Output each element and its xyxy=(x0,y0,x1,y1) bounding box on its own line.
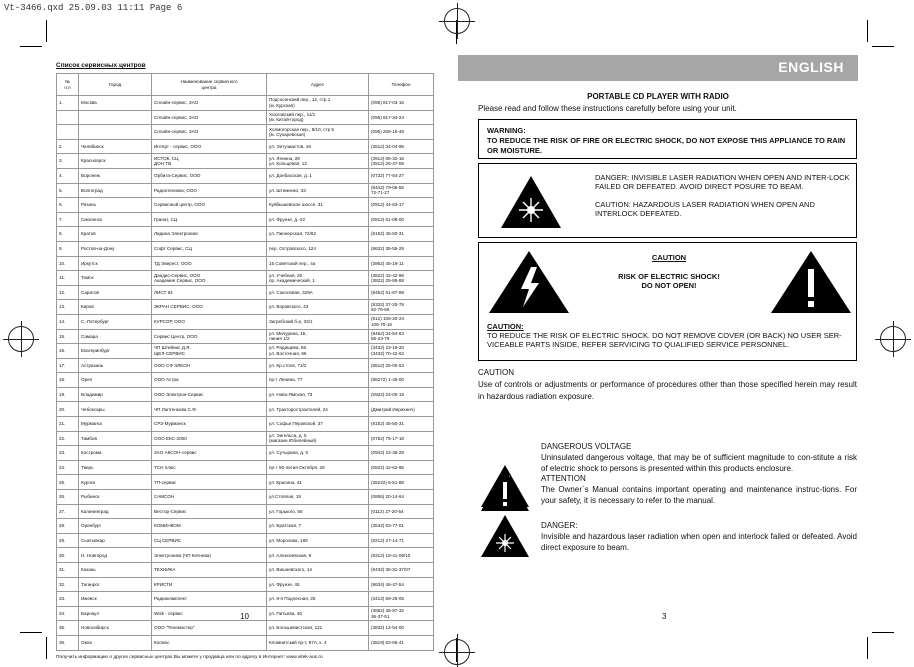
row-address: ул.Стоялая, 19 xyxy=(267,490,369,505)
row-center-name: ООО Электрон-Сервис xyxy=(152,387,267,402)
danger-heading: DANGER: xyxy=(541,521,578,530)
row-address: ул. Воровского, 43 xyxy=(267,300,369,315)
row-phone: (3819) 53-66-41 xyxy=(369,635,434,650)
row-phone: (35222) 5-51-88 xyxy=(369,475,434,490)
table-row xyxy=(57,198,434,213)
table-row xyxy=(57,358,434,373)
row-center-name: ЧП Лаптенкова С.Ф. xyxy=(152,402,267,417)
dangerous-voltage-block xyxy=(541,441,857,474)
table-row xyxy=(57,402,434,417)
row-address: Кломнитский пр-т, 97А, к. 4 xyxy=(267,635,369,650)
row-city: Оренбург xyxy=(79,519,152,534)
row-number: 23. xyxy=(57,446,79,461)
row-address: ул. Пионерская, 72/62 xyxy=(267,227,369,242)
row-center-name: ООО "Телемастер" xyxy=(152,621,267,636)
row-city: Астрахань xyxy=(79,358,152,373)
table-header-row xyxy=(57,74,434,96)
table-row xyxy=(57,241,434,256)
row-phone: (812) 106-20-24 106-70-15 xyxy=(369,314,434,329)
row-city: Тамбов xyxy=(79,431,152,446)
row-city: Рыбинск xyxy=(79,490,152,505)
row-number: 4. xyxy=(57,168,79,183)
row-phone: (8432) 36-31-37/07 xyxy=(369,563,434,578)
registration-mark xyxy=(444,8,470,34)
row-city: С.-Петербург xyxy=(79,314,152,329)
row-phone: (8512) 26-00-53 xyxy=(369,358,434,373)
attention-block xyxy=(541,473,857,506)
row-city: Красноярск xyxy=(79,154,152,169)
row-center-name: ООО СФ ЭЛЕОН xyxy=(152,358,267,373)
row-city: Кострома xyxy=(79,446,152,461)
row-phone: (8152) 45-50-31 xyxy=(369,417,434,432)
row-address: ул. Сутырина, д. 5 xyxy=(267,446,369,461)
row-phone: (3912) 65-32-16 (3912) 26-47-09 xyxy=(369,154,434,169)
table-row xyxy=(57,635,434,650)
row-city xyxy=(79,125,152,140)
table-row xyxy=(57,212,434,227)
laser-caution-text: CAUTION: HAZARDOUS LASER RADIATION WHEN OPEN AND INTERLOCK DEFEATED. xyxy=(595,200,815,218)
row-center-name: Дандис-Сервис, ООО Академия Сервис, ООО xyxy=(152,271,267,286)
row-address: ул. Питьева, 46 xyxy=(267,606,369,621)
row-center-name: КУРСОР, ООО xyxy=(152,314,267,329)
row-address: ул. Энгельса, д. 5 (магазин Юбилейный) xyxy=(267,431,369,446)
row-center-name: Сплайн-сервис, ЗАО xyxy=(152,110,267,125)
row-address: ул. Ленина, 28 ул. Кольцевая, 12 xyxy=(267,154,369,169)
attention-heading: ATTENTION xyxy=(541,474,586,483)
row-phone: (3832) 12-54-00 xyxy=(369,621,434,636)
row-phone: (095) 208-16-49 xyxy=(369,125,434,140)
row-number: 36. xyxy=(57,635,79,650)
table-row xyxy=(57,139,434,154)
row-address: ул. Штеменко, 33 xyxy=(267,183,369,198)
row-address: ул. Фрунзе, 45 xyxy=(267,577,369,592)
row-number: 33. xyxy=(57,592,79,607)
row-number: 10. xyxy=(57,256,79,271)
row-address: 15 Советский пер., 4а xyxy=(267,256,369,271)
row-address: ул. Донбасская, д. 1 xyxy=(267,168,369,183)
row-number: 28. xyxy=(57,519,79,534)
row-center-name: Радиокомплект xyxy=(152,592,267,607)
row-address: ул. Учебная, 26 пр. Академический, 1 xyxy=(267,271,369,286)
registration-mark xyxy=(8,326,34,352)
service-centers-page xyxy=(56,62,433,660)
row-center-name: Лидина Электроникс xyxy=(152,227,267,242)
row-address: Куйбышевское шоссе, 31 xyxy=(267,198,369,213)
caution-label: CAUTION xyxy=(478,368,514,377)
row-center-name: Интерт - сервис, ООО xyxy=(152,139,267,154)
warning-text: TO REDUCE THE RISK OF FIRE OR ELECTRIC SHOCK, DO NOT EXPOSE THIS APPLIANCE TO RAIN OR MOISTURE. xyxy=(487,136,846,155)
row-number: 2. xyxy=(57,139,79,154)
row-center-name: ЧП Штейнис Д.Я. ЩЕЛ-СЕРВИС xyxy=(152,344,267,359)
row-phone: (8462) 34-54-63 56-23-79 xyxy=(369,329,434,344)
row-city: Челябинск xyxy=(79,139,152,154)
row-phone: (0942) 22-36-28 xyxy=(369,446,434,461)
row-city: Таганрог xyxy=(79,577,152,592)
row-address: ул. Тракторостроителей, 24 xyxy=(267,402,369,417)
warning-box xyxy=(478,119,857,159)
row-phone: (3512) 34-04-95 xyxy=(369,139,434,154)
row-phone: (3822) 42-42-96 (3822) 25-85-88 xyxy=(369,271,434,286)
table-row xyxy=(57,577,434,592)
table-row xyxy=(57,504,434,519)
row-number: 30. xyxy=(57,548,79,563)
row-phone: (0855) 20-14-64 xyxy=(369,490,434,505)
intro-text: Please read and follow these instructions carefully before using your unit. xyxy=(478,104,737,113)
row-city: Самара xyxy=(79,329,152,344)
row-phone: (3412) 59-26-05 xyxy=(369,592,434,607)
row-number: 3. xyxy=(57,154,79,169)
row-center-name: СЦ СЕРВИС xyxy=(152,533,267,548)
table-row xyxy=(57,373,434,388)
row-phone: (095) 917-03-16 xyxy=(369,96,434,111)
crop-mark xyxy=(872,46,894,47)
row-number: 19. xyxy=(57,387,79,402)
table-row xyxy=(57,256,434,271)
row-address: ул. Энтузиастов, 16 xyxy=(267,139,369,154)
row-number: 32. xyxy=(57,577,79,592)
row-center-name: Wisk - сервис xyxy=(152,606,267,621)
row-number: 22. xyxy=(57,431,79,446)
row-center-name: ТД Эверест, ООО xyxy=(152,256,267,271)
row-city: Волгоград xyxy=(79,183,152,198)
row-center-name: Сервис Центр, ООО xyxy=(152,329,267,344)
table-row xyxy=(57,168,434,183)
row-center-name: ТСН плюс xyxy=(152,460,267,475)
row-city: Тверь xyxy=(79,460,152,475)
service-centers-title: Список сервисных центров xyxy=(56,62,146,69)
registration-mark xyxy=(880,326,906,352)
row-number: 21. xyxy=(57,417,79,432)
row-phone: (8212) 27-14-71 xyxy=(369,533,434,548)
row-phone: (0752) 75-17-18 xyxy=(369,431,434,446)
row-city: Калининград xyxy=(79,504,152,519)
row-city: Иркутск xyxy=(79,256,152,271)
table-row xyxy=(57,387,434,402)
row-city: Ижевск xyxy=(79,592,152,607)
row-address: ул. Мичурина, 15, линия 1/2 xyxy=(267,329,369,344)
page-number-left: 10 xyxy=(240,612,249,621)
crop-mark xyxy=(46,20,47,42)
row-number: 29. xyxy=(57,533,79,548)
row-number: 25. xyxy=(57,475,79,490)
dangerous-voltage-heading: DANGEROUS VOLTAGE xyxy=(541,442,632,451)
table-row xyxy=(57,96,434,111)
row-number: 26. xyxy=(57,490,79,505)
row-number: 16. xyxy=(57,344,79,359)
row-city: Киров xyxy=(79,300,152,315)
crop-mark xyxy=(46,637,47,659)
row-city: Сыктывкар xyxy=(79,533,152,548)
row-address: ул. Горького, 56 xyxy=(267,504,369,519)
header-phone: Телефон xyxy=(369,74,434,96)
row-address: ул. Радищева, 66 ул. Восточная, 66 xyxy=(267,344,369,359)
row-address: пр-т 50-летия Октября, 26 xyxy=(267,460,369,475)
row-center-name: Сервисный центр, ООО xyxy=(152,198,267,213)
row-number xyxy=(57,110,79,125)
row-address: ул. Софьи Перовской, 37 xyxy=(267,417,369,432)
table-row xyxy=(57,417,434,432)
row-address: ул. 9-я Подлесная, 25 xyxy=(267,592,369,607)
row-city: Казань xyxy=(79,563,152,578)
row-number: 18. xyxy=(57,373,79,388)
table-row xyxy=(57,490,434,505)
row-phone: (3952) 45-19-11 xyxy=(369,256,434,271)
row-phone: (095) 917-34-24 xyxy=(369,110,434,125)
service-centers-table xyxy=(56,73,434,651)
row-phone: (8442) 79-05-56 72-71-27 xyxy=(369,183,434,198)
row-address: ул. Алексеевская, 9 xyxy=(267,548,369,563)
row-number xyxy=(57,125,79,140)
row-city: Владимир xyxy=(79,387,152,402)
row-city: Екатеринбург xyxy=(79,344,152,359)
header-center-name: Наименование сервисного центра xyxy=(152,74,267,96)
row-center-name: Космос xyxy=(152,635,267,650)
row-center-name: Вестор-Сервис xyxy=(152,504,267,519)
caution-box-label: CAUTION: xyxy=(487,322,524,331)
language-banner xyxy=(458,55,858,81)
row-center-name: КОМИНКОМ xyxy=(152,519,267,534)
exclamation-warning-icon xyxy=(769,249,853,315)
row-center-name: КРИСТИ xyxy=(152,577,267,592)
row-phone: (3532) 63-77-01 xyxy=(369,519,434,534)
row-center-name: Сплайн-сервис, ЗАО xyxy=(152,125,267,140)
row-city: Москва xyxy=(79,96,152,111)
table-row xyxy=(57,125,434,140)
row-number: 31. xyxy=(57,563,79,578)
row-center-name: САМСОН xyxy=(152,490,267,505)
row-center-name: ООО Астра xyxy=(152,373,267,388)
row-center-name: Сплайн-сервис, ЗАО xyxy=(152,96,267,111)
caution-box-subtitle-2: DO NOT OPEN! xyxy=(641,281,697,290)
crop-mark xyxy=(867,637,868,659)
warning-label: WARNING: xyxy=(487,126,526,135)
table-row xyxy=(57,431,434,446)
row-city: Мурманск xyxy=(79,417,152,432)
row-address: Подсосенский пер., 12, стр.1 (м. Курская) xyxy=(267,96,369,111)
row-phone: (0922) 24-00-19 xyxy=(369,387,434,402)
page-number-right: 3 xyxy=(662,612,667,621)
table-row xyxy=(57,592,434,607)
row-number: 27. xyxy=(57,504,79,519)
row-phone: (0732) 77-64-27 xyxy=(369,168,434,183)
row-city: Рязань xyxy=(79,198,152,213)
banner-text: ENGLISH xyxy=(778,59,844,75)
row-city: Воронеж xyxy=(79,168,152,183)
row-number: 34. xyxy=(57,606,79,621)
service-centers-body xyxy=(57,96,434,651)
row-address: пер. Островского, 124 xyxy=(267,241,369,256)
header-address: Адрес xyxy=(267,74,369,96)
attention-text: The Owner`s Manual contains important operating and maintenance instruc-tions. For your safety, it is necessary to refer to the manual. xyxy=(541,485,857,505)
row-phone: (8152) 45-50-31 xyxy=(369,227,434,242)
header-number: № п.п xyxy=(57,74,79,96)
header-city: Город xyxy=(79,74,152,96)
table-row xyxy=(57,475,434,490)
row-center-name: Радиотехника, ООО xyxy=(152,183,267,198)
row-city: Саратов xyxy=(79,285,152,300)
row-center-name: ЗАО АКСОН-сервис xyxy=(152,446,267,461)
dangerous-voltage-text: Uninsulated dangerous voltage, that may be of sufficient magnitude to con-stitute a risk of electric shock to persons is presented within this products enclosure. xyxy=(541,453,857,473)
caution-text: Use of controls or adjustments or performance of procedures other than those specified herein may result in hazardous radiation exposure. xyxy=(478,380,857,401)
row-phone: (8312) 19-41-09/10 xyxy=(369,548,434,563)
crop-mark xyxy=(872,632,894,633)
row-phone: (0812) 61-08-00 xyxy=(369,212,434,227)
table-row xyxy=(57,271,434,286)
caution-box-subtitle-1: RISK OF ELECTRIC SHOCK! xyxy=(618,272,720,281)
row-number: 17. xyxy=(57,358,79,373)
crop-mark xyxy=(20,46,42,47)
row-phone: (8632) 35-55-29 xyxy=(369,241,434,256)
laser-warning-icon xyxy=(499,174,563,230)
row-number: 24. xyxy=(57,460,79,475)
row-phone: (8634) 46-47-54 xyxy=(369,577,434,592)
table-row xyxy=(57,460,434,475)
row-center-name: ТЕХНИКА xyxy=(152,563,267,578)
caution-box-text: TO REDUCE THE RISK OF ELECTRIC SHOCK. DO NOT REMOVE COVER (OR BACK) NO USER SER-VICEABLE PARTS INSIDE, REFER SERVICING TO QUALIFIED SERVICE PERSONNEL. xyxy=(487,331,842,349)
row-number: 12. xyxy=(57,285,79,300)
row-city: Новосибирск xyxy=(79,621,152,636)
row-center-name: СРЗ-Мурманск xyxy=(152,417,267,432)
row-number: 9. xyxy=(57,241,79,256)
row-address: Холмогорская пер., 8/10, стр 5 (м. Сухаревская) xyxy=(267,125,369,140)
row-city: Барнаул xyxy=(79,606,152,621)
row-city: Томск xyxy=(79,271,152,286)
row-address: пр-т Ленина, 77 xyxy=(267,373,369,388)
table-row xyxy=(57,227,434,242)
row-address: ул. Ново-Ямская, 73 xyxy=(267,387,369,402)
row-number: 20. xyxy=(57,402,79,417)
table-row xyxy=(57,446,434,461)
row-number: 13. xyxy=(57,300,79,315)
row-city: Кратов xyxy=(79,227,152,242)
row-center-name: ИСТОК, СЦ ДОН ТВ xyxy=(152,154,267,169)
danger-block xyxy=(541,520,857,553)
row-phone: (3432) 23-19-20 (3432) 70-42-63 xyxy=(369,344,434,359)
row-address: Хохловский пер., 11/1 (м. Китай-город) xyxy=(267,110,369,125)
row-phone: (8452) 51-67-99 xyxy=(369,285,434,300)
table-row xyxy=(57,563,434,578)
row-phone: (0112) 27-20-54 xyxy=(369,504,434,519)
row-city: Омск xyxy=(79,635,152,650)
table-row xyxy=(57,285,434,300)
row-address: Загребский б-р, 33/1 xyxy=(267,314,369,329)
table-row xyxy=(57,314,434,329)
row-phone: (86272) 1-45-00 xyxy=(369,373,434,388)
laser-icon xyxy=(480,514,530,558)
row-number: 7. xyxy=(57,212,79,227)
row-center-name: Софт Сервис, СЦ xyxy=(152,241,267,256)
row-phone: (0912) 44-63-17 xyxy=(369,198,434,213)
row-center-name: Гранат, СЦ xyxy=(152,212,267,227)
table-row xyxy=(57,519,434,534)
caution-box-title: CAUTION xyxy=(651,253,687,262)
row-center-name: Электроника (ЧП Кочнева) xyxy=(152,548,267,563)
row-number: 14. xyxy=(57,314,79,329)
row-center-name: ЭКРАН СЕРВИС, ООО xyxy=(152,300,267,315)
row-address: ул. Большевистская, 121 xyxy=(267,621,369,636)
table-row xyxy=(57,533,434,548)
row-number: 1. xyxy=(57,96,79,111)
row-address: ул. Морозова, 169 xyxy=(267,533,369,548)
table-row xyxy=(57,110,434,125)
row-address: ул. Братская, 7 xyxy=(267,519,369,534)
product-title: PORTABLE CD PLAYER WITH RADIO xyxy=(587,92,729,101)
table-row xyxy=(57,154,434,169)
row-center-name: ТП-сервис xyxy=(152,475,267,490)
row-number: 11. xyxy=(57,271,79,286)
row-phone: (Дмитрий Иерихнич) xyxy=(369,402,434,417)
row-center-name: ЛИСТ 64 xyxy=(152,285,267,300)
table-row xyxy=(57,183,434,198)
row-address: ул. Кр.столе, 72/2 xyxy=(267,358,369,373)
row-city: Орел xyxy=(79,373,152,388)
row-city xyxy=(79,110,152,125)
row-city: Н. Новгород xyxy=(79,548,152,563)
service-centers-footer: Получить информацию о других сервисных центрах Вы можете у продавца или по адресу в Интернет: www.vitek-aus.ru xyxy=(56,654,323,660)
row-phone: (8332) 37-20-78 62-76-66 xyxy=(369,300,434,315)
row-center-name: ООО ЕКС-2000 xyxy=(152,431,267,446)
exclamation-icon xyxy=(480,468,530,512)
caution-box xyxy=(478,242,857,361)
crop-mark xyxy=(867,20,868,42)
row-number: 8. xyxy=(57,227,79,242)
laser-box xyxy=(478,163,857,238)
row-number: 35. xyxy=(57,621,79,636)
registration-mark xyxy=(444,639,470,665)
row-city: Курган xyxy=(79,475,152,490)
row-address: ул. Соколовая, 329А xyxy=(267,285,369,300)
laser-danger-text: DANGER: INVISIBLE LASER RADIATION WHEN OPEN AND INTER-LOCK FAILED OR DEFEATED. AVOID DIRECT POSURE TO BEAM. xyxy=(595,173,850,191)
row-address: ул. Вишневского, 14 xyxy=(267,563,369,578)
row-number: 15. xyxy=(57,329,79,344)
row-address: ул. Фрунзе, д.-22 xyxy=(267,212,369,227)
table-row xyxy=(57,621,434,636)
row-city: Ростов-на-Дону xyxy=(79,241,152,256)
lightning-warning-icon xyxy=(487,249,571,315)
row-number: 5. xyxy=(57,183,79,198)
table-row xyxy=(57,344,434,359)
table-row xyxy=(57,329,434,344)
print-slug: Vt-3466.qxd 25.09.03 11:11 Page 6 xyxy=(4,3,183,13)
row-number: 6. xyxy=(57,198,79,213)
row-phone: (3852) 36-97-32 36-37-51 xyxy=(369,606,434,621)
row-city: Смоленск xyxy=(79,212,152,227)
row-city: Чебоксары xyxy=(79,402,152,417)
row-center-name: Орбита-Сервис, ООО xyxy=(152,168,267,183)
danger-text: Invisible and hazardous laser radiation when open and interlock failed or defeated. Avoid direct exposure to beam. xyxy=(541,532,857,552)
row-address: ул. Красина, 41 xyxy=(267,475,369,490)
row-phone: (0822) 42-62-95 xyxy=(369,460,434,475)
table-row xyxy=(57,548,434,563)
crop-mark xyxy=(20,632,42,633)
table-row xyxy=(57,300,434,315)
